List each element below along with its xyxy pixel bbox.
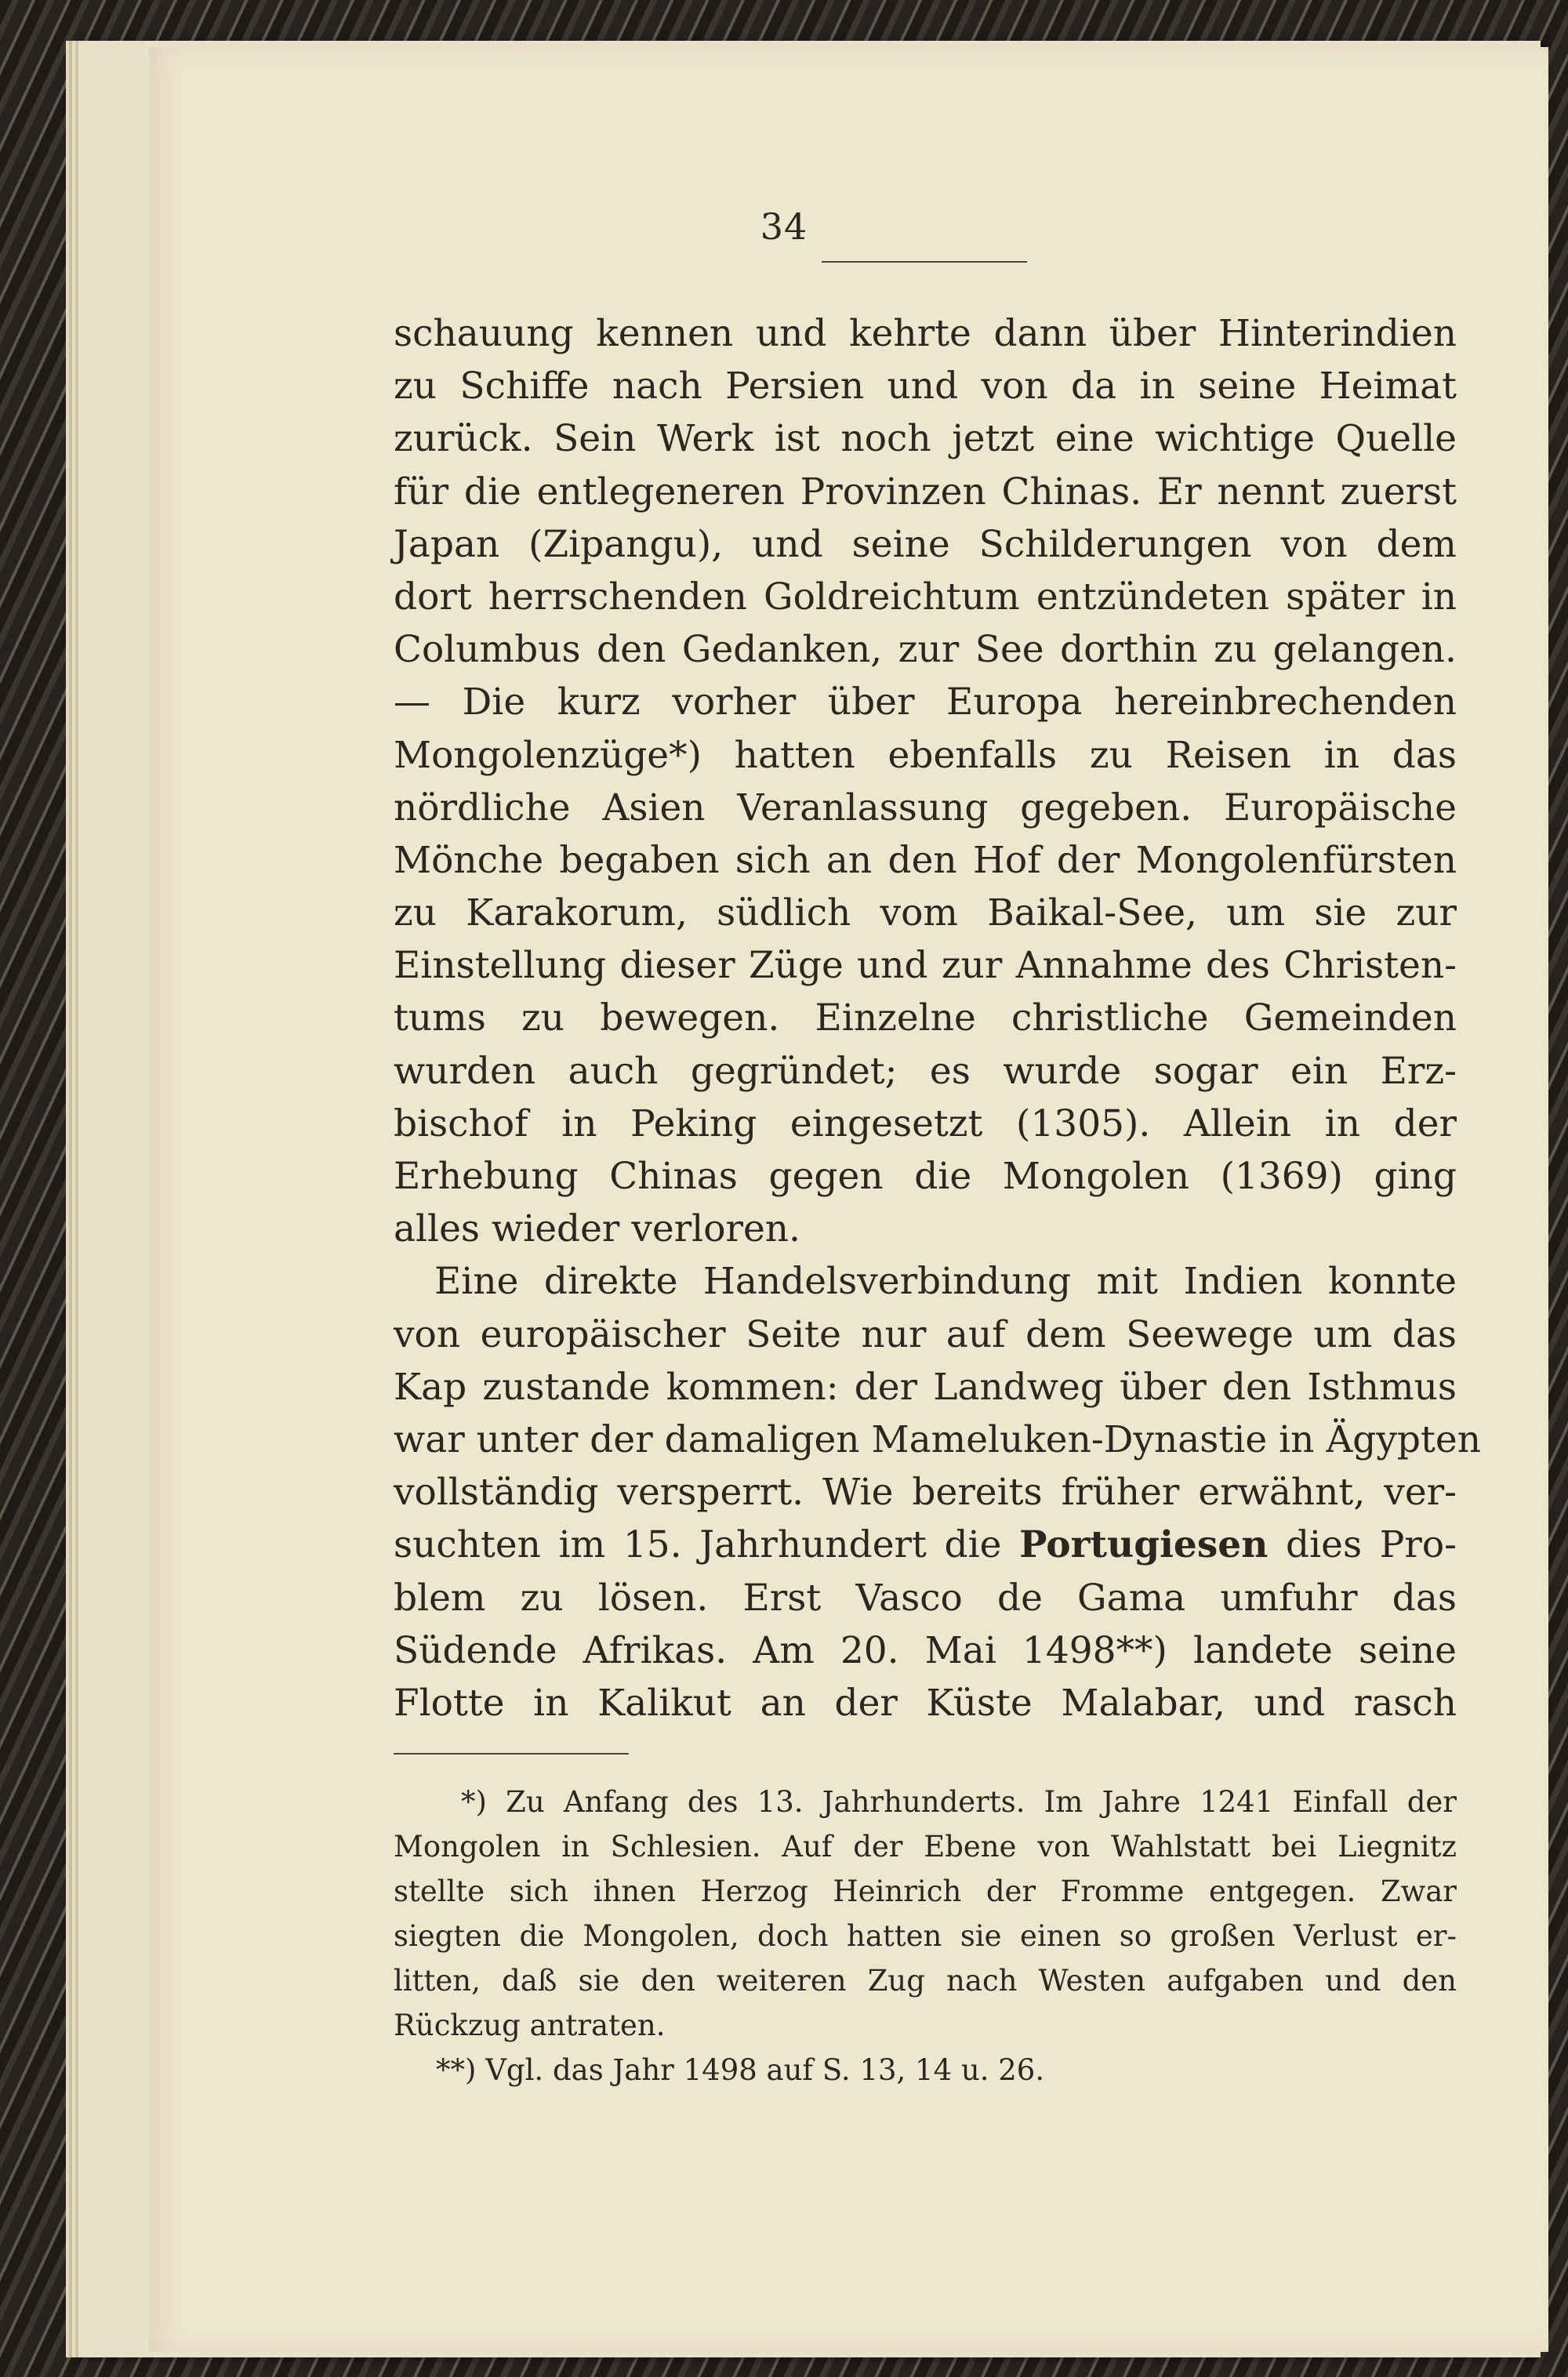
footnote-rule — [394, 1753, 629, 1755]
text-line: Japan (Zipangu), und seine Schilderungen von dem — [394, 522, 1457, 566]
text-line: zu Karakorum, südlich vom Baikal-See, um sie zur — [394, 891, 1457, 935]
bold-term-portugiesen: Portugiesen — [1019, 1523, 1269, 1567]
text-line: dort herrschenden Goldreichtum entzündeten später in — [394, 575, 1457, 619]
text-line: war unter der damaligen Mameluken-Dynastie in Ägypten — [394, 1417, 1481, 1461]
text-segment: dies Pro- — [1286, 1523, 1457, 1567]
text-line: Südende Afrikas. Am 20. Mai 1498**) landete seine — [394, 1628, 1457, 1672]
page-number: 34 — [760, 205, 808, 248]
text-line: wurden auch gegründet; es wurde sogar ein Erz- — [394, 1049, 1457, 1093]
text-line: zu Schiffe nach Persien und von da in seine Heimat — [394, 365, 1457, 408]
footnote-line: Mongolen in Schlesien. Auf der Ebene von Wahlstatt bei Liegnitz — [394, 1830, 1457, 1863]
text-line: alles wieder verloren. — [394, 1207, 800, 1251]
body-text — [394, 307, 1481, 1729]
footnote-line: Rückzug antraten. — [394, 2009, 666, 2042]
footnote-line: stellte sich ihnen Herzog Heinrich der Fromme entgegen. Zwar — [394, 1874, 1457, 1908]
footnote-line: siegten die Mongolen, doch hatten sie einen so großen Verlust er- — [394, 1919, 1457, 1953]
text-line: tums zu bewegen. Einzelne christliche Gemeinden — [394, 996, 1457, 1040]
footnote-line: *) Zu Anfang des 13. Jahrhunderts. Im Jahre 1241 Einfall der — [461, 1785, 1457, 1819]
text-segment: suchten im 15. Jahrhundert die — [394, 1523, 1002, 1567]
paragraph-start-line: Eine direkte Handelsverbindung mit Indien konnte — [434, 1260, 1457, 1304]
text-line: blem zu lösen. Erst Vasco de Gama umfuhr das — [394, 1576, 1457, 1620]
text-line: für die entlegeneren Provinzen Chinas. Er nennt zuerst — [394, 470, 1457, 514]
text-line: von europäischer Seite nur auf dem Seewege um das — [394, 1312, 1457, 1356]
text-line: Einstellung dieser Züge und zur Annahme des Christen- — [394, 944, 1457, 988]
text-line: Columbus den Gedanken, zur See dorthin zu gelangen. — [394, 628, 1457, 672]
text-line: vollständig versperrt. Wie bereits früher erwähnt, ver- — [394, 1471, 1457, 1515]
text-line: Kap zustande kommen: der Landweg über den Isthmus — [394, 1365, 1457, 1409]
header-rule — [822, 261, 1027, 263]
text-line: Mongolenzüge*) hatten ebenfalls zu Reisen in das — [394, 733, 1457, 777]
footnotes — [394, 1780, 1457, 2092]
text-line: bischof in Peking eingesetzt (1305). Allein in der — [394, 1101, 1457, 1145]
text-line: Erhebung Chinas gegen die Mongolen (1369) ging — [394, 1155, 1457, 1198]
footnote-line: **) Vgl. das Jahr 1498 auf S. 13, 14 u. 26. — [436, 2053, 1045, 2087]
footnote-line: litten, daß sie den weiteren Zug nach Westen aufgaben und den — [394, 1964, 1457, 1998]
text-line: zurück. Sein Werk ist noch jetzt eine wichtige Quelle — [394, 417, 1457, 461]
text-line: schauung kennen und kehrte dann über Hinterindien — [394, 312, 1457, 355]
text-line: Mönche begaben sich an den Hof der Mongolenfürsten — [394, 838, 1457, 882]
text-line: nördliche Asien Veranlassung gegeben. Europäische — [394, 786, 1457, 829]
text-line-with-bold — [394, 1519, 1457, 1571]
text-line: Flotte in Kalikut an der Küste Malabar, und rasch — [394, 1681, 1457, 1725]
text-line: — Die kurz vorher über Europa hereinbrechenden — [394, 680, 1457, 724]
